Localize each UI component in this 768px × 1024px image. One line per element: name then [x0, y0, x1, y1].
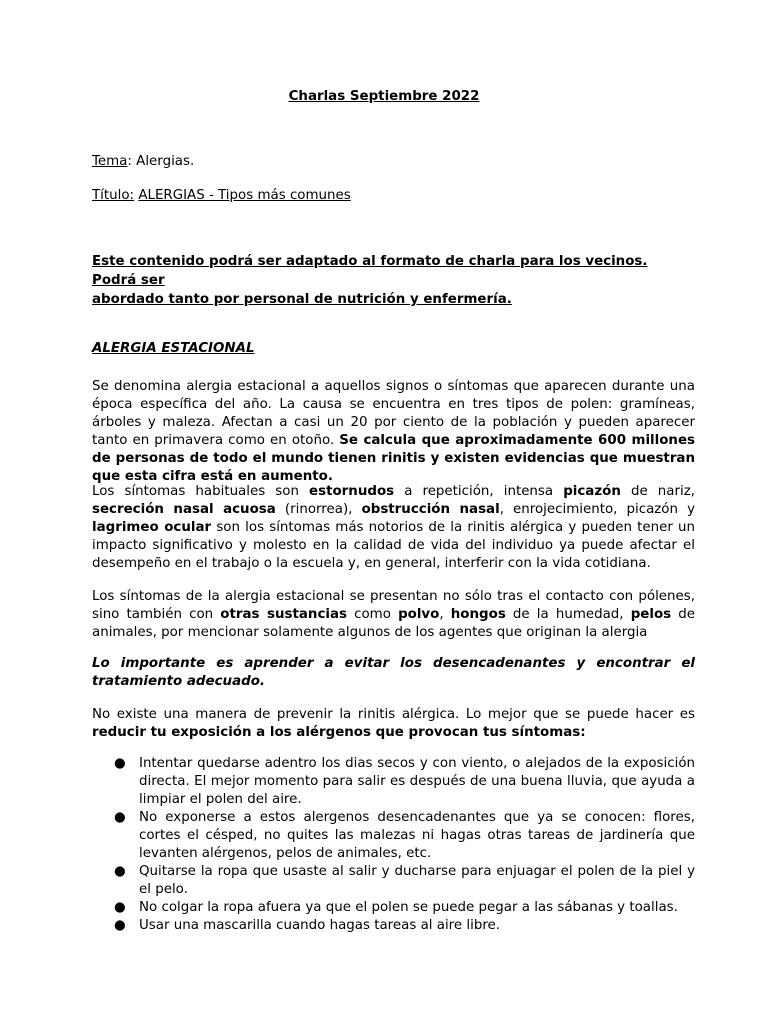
paragraph-text: son los síntomas más notorios de la rinitis alérgica y pueden tener un impacto significativo y molesto en la calidad de vida del individuo ya puede afectar el desempeño en el trabajo o la escuela y, en general, interferir con la vida cotidiana.	[92, 520, 696, 571]
term-obstruccion-nasal: obstrucción nasal	[361, 502, 500, 517]
paragraph-text: de nariz,	[620, 484, 695, 499]
list-item-text: No exponerse a estos alergenos desencadenantes que ya se conocen: flores, cortes el césped, no quites las malezas ni hagas otras tareas de jardinería que levanten alérgenos, pelos de animales, etc.	[139, 810, 695, 861]
adaptation-note	[92, 252, 692, 309]
tema-line	[92, 153, 194, 171]
paragraph-text: No existe una manera de prevenir la rinitis alérgica. Lo mejor que se puede hacer es	[92, 707, 695, 722]
paragraph-other-substances	[92, 588, 695, 642]
list-item	[92, 863, 695, 899]
paragraph-definition	[92, 378, 695, 486]
paragraph-text: Los síntomas de la alergia estacional se presentan no sólo tras el contacto con pólenes, sino también con	[92, 589, 695, 622]
term-secrecion-nasal: secreción nasal acuosa	[92, 502, 276, 517]
list-item-text: Intentar quedarse adentro los dias secos y con viento, o alejados de la exposición directa. El mejor momento para salir es después de una buena lluvia, que ayuda a limpiar el polen del aire.	[139, 756, 695, 807]
paragraph-emphasis: reducir tu exposición a los alérgenos que provocan tus síntomas:	[92, 725, 586, 740]
term-polvo: polvo	[398, 607, 440, 622]
paragraph-text: de la humedad,	[505, 607, 631, 622]
list-item-text: No colgar la ropa afuera ya que el polen se puede pegar a las sábanas y toallas.	[139, 900, 678, 915]
paragraph-text: Los síntomas habituales son	[92, 484, 310, 499]
note-line-2: abordado tanto por personal de nutrición y enfermería.	[92, 292, 512, 307]
paragraph-key-message: Lo importante es aprender a evitar los desencadenantes y encontrar el tratamiento adecuado.	[92, 656, 695, 689]
paragraph-text: de animales, por mencionar solamente algunos de los agentes que originan la alergia	[92, 607, 696, 640]
paragraph-prevention	[92, 706, 695, 742]
term-estornudos: estornudos	[309, 484, 395, 499]
bullet-icon: ●	[114, 756, 126, 771]
prevention-list	[92, 755, 695, 935]
bullet-icon: ●	[114, 810, 126, 825]
list-item	[92, 917, 695, 935]
tema-value: : Alergias.	[127, 154, 195, 169]
bullet-icon: ●	[114, 900, 126, 915]
term-hongos: hongos	[450, 607, 506, 622]
titulo-label: Título:	[92, 188, 135, 203]
term-lagrimeo-ocular: lagrimeo ocular	[92, 520, 212, 535]
term-picazon: picazón	[563, 484, 621, 499]
titulo-line	[92, 187, 351, 205]
bullet-icon: ●	[114, 864, 126, 879]
list-item-text: Quitarse la ropa que usaste al salir y ducharse para enjuagar el polen de la piel y el pelo.	[139, 864, 695, 897]
term-otras-sustancias: otras sustancias	[220, 607, 347, 622]
paragraph-symptoms	[92, 483, 695, 573]
document-title: Charlas Septiembre 2022	[288, 89, 480, 104]
bullet-icon: ●	[114, 918, 126, 933]
list-item	[92, 899, 695, 917]
paragraph-text: como	[347, 607, 399, 622]
titulo-value: ALERGIAS - Tipos más comunes	[138, 188, 351, 203]
paragraph-text: (rinorrea),	[275, 502, 362, 517]
paragraph-emphasis: Se calcula que aproximadamente 600 millones de personas de todo el mundo tienen rinitis y existen evidencias que muestran que esta cifra está en aumento.	[92, 433, 695, 484]
list-item	[92, 809, 695, 863]
term-pelos: pelos	[630, 607, 672, 622]
paragraph-text: a repetición, intensa	[394, 484, 564, 499]
paragraph-text: , enrojecimiento, picazón y	[499, 502, 695, 517]
note-line-1: Este contenido podrá ser adaptado al formato de charla para los vecinos. Podrá ser	[92, 254, 648, 288]
paragraph-text: ,	[439, 607, 451, 622]
paragraph-text: Se denomina alergia estacional a aquellos signos o síntomas que aparecen durante una época específica del año. La causa se encuentra en tres tipos de polen: gramíneas, árboles y maleza. Afectan a casi un 20 por ciento de la población y pueden aparecer tanto en primavera como en otoño.	[92, 379, 695, 448]
list-item	[92, 755, 695, 809]
tema-label: Tema	[92, 154, 128, 169]
section-heading: ALERGIA ESTACIONAL	[92, 341, 255, 356]
list-item-text: Usar una mascarilla cuando hagas tareas al aire libre.	[139, 918, 501, 933]
